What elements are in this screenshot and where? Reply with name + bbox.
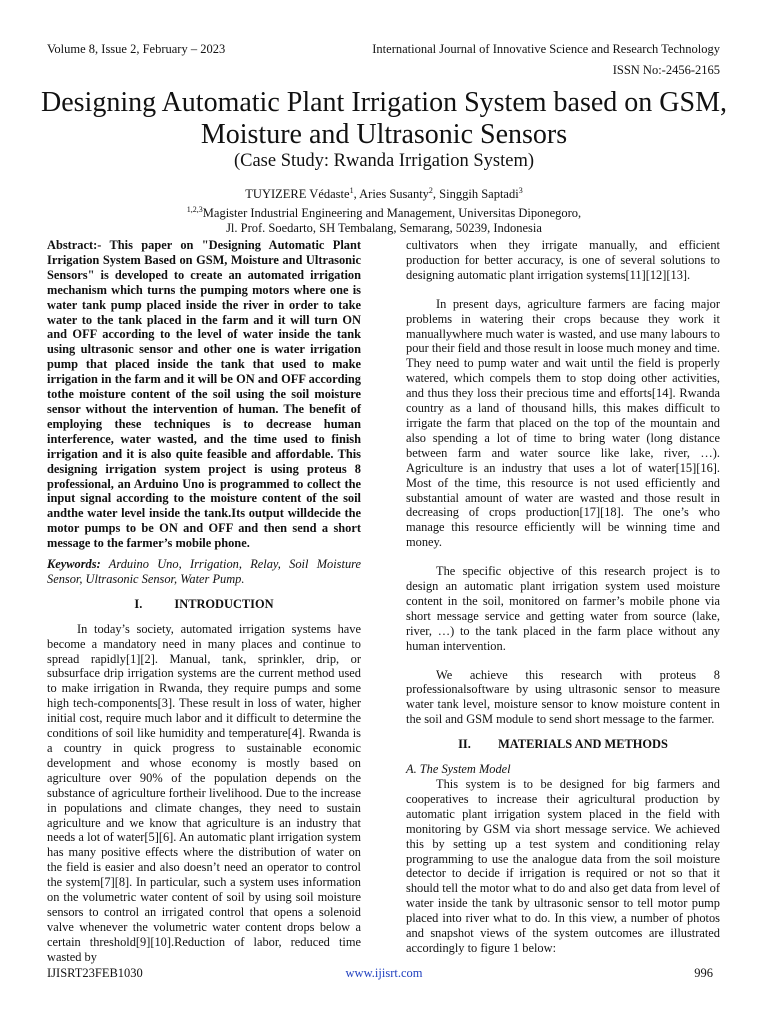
paragraph-present-days: In present days, agriculture farmers are facing major problems in watering their crops because they work it manuallywhere much water is wasted, and use many labours to pour their field and those result in loose much money and time. They need to pump water and wait until the field is properly watered, which compels them to stop doing other activities, and thus they loss their precious time and efforts[14]. Rwanda country as a land of thousand hills, this makes difficult to irrigate the farm that placed on the top of the mountain and also spending a lot of time to bring water (long distance between farm and water source like lake, river, …). Agriculture is an industry that uses a lot of water[15][16]. Most of the time, this resource is not used efficiently and substantial amount of water are wasted and those result in decreasing of crops production[17][18]. The one’s who manage this resource efficiently will be winning time and money. (406, 296, 720, 550)
author-3: Singgih Saptadi (439, 187, 519, 202)
paragraph-system-model: This system is to be designed for big farmers and cooperatives to increase their agricultural production by automatic plant irrigation system placed in the field with monitoring by GSM via short message service. We achieved this by setting up a test system and conditioning relay programming to use the analogue data from the soil moisture detector to decide if irrigation is required or not so that it should tell the motor what to do and also get data from level of water inside the tank by ultrasonic sensor to tell motor pump placed into river what to do. In this view, a number of photos and snapshot views of the system outcomes are illustrated accordingly to figure 1 below: (406, 777, 720, 955)
header-issn: ISSN No:-2456-2165 (612, 63, 720, 77)
paragraph-objective: The specific objective of this research project is to design an automatic plant irrigation system used moisture content in the soil, monitored on farmer’s mobile phone via short message service and getting water from source (lake, river, …) to the tank placed in the farm place without any human intervention. (406, 564, 720, 653)
footer-website-link[interactable]: www.ijisrt.com (345, 966, 423, 980)
author-block (0, 183, 768, 236)
author-1: TUYIZERE Védaste (245, 187, 350, 202)
section-heading-introduction: I. INTRODUCTION (134, 596, 274, 611)
header-journal: International Journal of Innovative Science and Research Technology (372, 42, 720, 56)
paragraph-achieve: We achieve this research with proteus 8 professionalsoftware by using ultrasonic sensor to measure water tank level, moisture sensor to know moisture content in the soil and GSM module to send short message to the farmer. (406, 667, 720, 727)
page-number: 996 (694, 966, 713, 980)
author-names: TUYIZERE Védaste$^1$, Aries Susanty$^2$, Singgih Saptadi$^3$ (245, 186, 523, 202)
abstract: Abstract:- This paper on "Designing Automatic Plant Irrigation System Based on GSM, Moisture and Ultrasonic Sensors" is developed to create an automated irrigation mechanism which turns the pumping motors where one is water tank pump placed inside the river in order to take water to the tank placed in the farm and it will turn ON and OFF according to the level of water inside the tank using ultrasonic sensor and other one is water irrigation pump that placed inside the tank that used to make irrigation in the farm and it will be ON and OFF according tothe moisture content of the soil using the soil moisture sensor without the intervention of human. The benefit of employing these techniques is to decrease human interference, water wasted, and the time used to finish irrigation and it is also quite feasible and affordable. This designing irrigation system project is using proteus 8 professional, an Arduino Uno is programmed to collect the input signal according to the moisture content of the soil andthe water level inside the tank.Its output willdecide the motor pumps to be ON and OFF and then send a short message to the farmer’s mobile phone. (47, 238, 361, 551)
header-volume: Volume 8, Issue 2, February – 2023 (47, 42, 226, 56)
section-heading-materials: II. MATERIALS AND METHODS (458, 737, 668, 752)
author-2: Aries Susanty (359, 187, 429, 202)
subsection-heading: A. The System Model (406, 762, 511, 777)
address: Jl. Prof. Soedarto, SH Tembalang, Semarang, 50239, Indonesia (226, 221, 542, 236)
affiliation: $^{1,2,3}$Magister Industrial Engineering and Management, Universitas Diponegoro, (186, 205, 582, 221)
paper-subtitle: (Case Study: Rwanda Irrigation System) (233, 151, 535, 171)
footer-code: IJISRT23FEB1030 (47, 966, 143, 980)
right-column (406, 238, 720, 956)
keywords: Keywords: Arduino Uno, Irrigation, Relay, Soil Moisture Sensor, Ultrasonic Sensor, Water Pump. (47, 557, 361, 586)
paper-title: Designing Automatic Plant Irrigation System based on GSM, Moisture and Ultrasonic Sensors (41, 87, 727, 150)
intro-paragraph: In today’s society, automated irrigation systems have become a mandatory need in many places and continue to spread rapidly[1][2]. Manual, tank, sprinkler, drip, or subsurface drip irrigation systems are the current method used to make irrigation in Rwanda, they require pumps and some high tech-components[3]. These result in loss of water, higher initial cost, require much labor and it difficult to determine the conditions of soil like humidity and temperature[4]. Rwanda is a country in quick progress to sustainable economic development and whose economy is mostly based on agriculture over 90% of the population depends on the substance of agriculture fortheir livelihood. Due to the increase in populations and climate changes, they need to sustain agriculture and we know that agriculture is an industry that needs a lot of water[5][6]. An automatic plant irrigation system has many positive effects where the distribution of water on the field is easier and also doesn’t need an operator to control the system[7][8]. In particular, such a system uses information on the volumetric water content of soil by using soil moisture sensors to control an irrigated control that opens a solenoid valve whenever the volumetric water content drops below a certain threshold[9][10].Reduction of labor, reduced time wasted by (47, 621, 361, 964)
left-column (47, 238, 361, 965)
paragraph-continued: cultivators when they irrigate manually, and efficient production for better accuracy, is one of several solutions to designing automatic plant irrigation systems[11][12][13]. (406, 238, 720, 282)
